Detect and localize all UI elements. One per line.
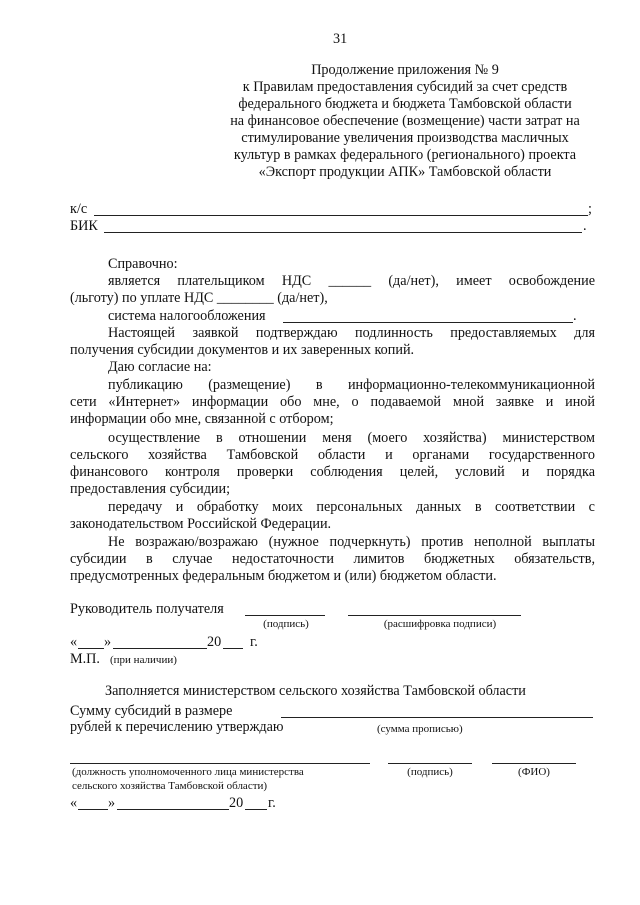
confirm-line-2: получения субсидии документов и их заверенных копий. xyxy=(70,342,415,358)
ministry-section-title: Заполняется министерством сельского хозяйства Тамбовской области xyxy=(105,683,526,699)
decoding-caption: (расшифровка подписи) xyxy=(383,618,497,630)
sum-field-line[interactable] xyxy=(281,717,593,718)
date-year-prefix: 20 xyxy=(207,634,222,650)
reference-title: Справочно: xyxy=(108,256,178,272)
sum-caption: (сумма прописью) xyxy=(377,723,463,735)
ministry-date-close-quote: » xyxy=(108,795,116,811)
bik-field-line[interactable] xyxy=(104,232,582,233)
ministry-date-day-line[interactable] xyxy=(78,809,108,810)
vat-line-1: является плательщиком НДС ______ (да/нет), имеет освобождение xyxy=(108,273,595,289)
objection-line: субсидии в случае недостаточности лимитов бюджетных обязательств, xyxy=(70,551,595,567)
position-field-line[interactable] xyxy=(70,763,370,764)
appendix-header-line: федерального бюджета и бюджета Тамбовской области xyxy=(238,96,572,112)
ministry-signature-line[interactable] xyxy=(388,763,472,764)
position-caption-line: (должность уполномоченного лица министерства xyxy=(72,766,304,778)
ks-field-line[interactable] xyxy=(94,215,588,216)
tax-system-field-line[interactable] xyxy=(283,322,573,323)
consent-p3-line: законодательством Российской Федерации. xyxy=(70,516,332,532)
date-month-line[interactable] xyxy=(113,648,207,649)
confirm-line-1: Настоящей заявкой подтверждаю подлинность предоставляемых для xyxy=(108,325,595,341)
consent-p2-line: осуществление в отношении меня (моего хозяйства) министерством xyxy=(108,430,595,446)
vat-line-2: (льготу) по уплате НДС ________ (да/нет), xyxy=(70,290,328,306)
appendix-header-line: на финансовое обеспечение (возмещение) части затрат на xyxy=(230,113,580,129)
tax-system-end: . xyxy=(573,308,577,324)
ministry-signature-caption: (подпись) xyxy=(407,766,453,778)
consent-p2-line: предоставления субсидии; xyxy=(70,481,231,497)
fio-caption: (ФИО) xyxy=(518,766,550,778)
consent-p2-line: финансового контроля проверки соблюдения целей, условий и порядка xyxy=(70,464,595,480)
objection-line: предусмотренных федеральным бюджетом и (или) бюджетом области. xyxy=(70,568,497,584)
bik-end: . xyxy=(583,218,587,234)
ministry-date-year-suffix: г. xyxy=(268,795,276,811)
ministry-date-year-line[interactable] xyxy=(245,809,267,810)
signature-caption: (подпись) xyxy=(263,618,309,630)
stamp-note: (при наличии) xyxy=(110,654,177,666)
ks-end: ; xyxy=(588,201,592,217)
date-close-quote: » xyxy=(104,634,112,650)
consent-p1-line: публикацию (размещение) в информационно-телекоммуникационной xyxy=(108,377,595,393)
head-signature-line[interactable] xyxy=(245,615,325,616)
sum-label: Сумму субсидий в размере xyxy=(70,703,233,719)
date-open-quote: « xyxy=(70,634,78,650)
consent-p1-line: информации обо мне, связанной с отбором; xyxy=(70,411,334,427)
appendix-header xyxy=(195,62,615,181)
date-day-line[interactable] xyxy=(78,648,104,649)
date-year-line[interactable] xyxy=(223,648,243,649)
head-decoding-line[interactable] xyxy=(348,615,521,616)
consent-p2-line: сельского хозяйства Тамбовской области и органами государственного xyxy=(70,447,595,463)
tax-system-label: система налогообложения xyxy=(108,308,266,324)
position-caption-line: сельского хозяйства Тамбовской области) xyxy=(72,780,268,792)
appendix-header-line: стимулирование увеличения производства масличных xyxy=(241,130,569,146)
appendix-header-line: к Правилам предоставления субсидий за счет средств xyxy=(242,79,568,95)
consent-p3-line: передачу и обработку моих персональных данных в соответствии с xyxy=(108,499,595,515)
appendix-header-line: «Экспорт продукции АПК» Тамбовской области xyxy=(258,164,552,180)
consent-p1-line: сети «Интернет» информации обо мне, о подаваемой мной заявке и иной xyxy=(70,394,595,410)
ministry-date-month-line[interactable] xyxy=(117,809,229,810)
fio-field-line[interactable] xyxy=(492,763,576,764)
appendix-header-line: Продолжение приложения № 9 xyxy=(311,62,499,78)
head-label: Руководитель получателя xyxy=(70,601,224,617)
ministry-date-open-quote: « xyxy=(70,795,78,811)
rubles-label: рублей к перечислению утверждаю xyxy=(70,719,284,735)
bik-label: БИК xyxy=(70,218,98,234)
page-number: 31 xyxy=(333,31,348,47)
ks-label: к/с xyxy=(70,201,88,217)
date-year-suffix: г. xyxy=(250,634,258,650)
appendix-header-line: культур в рамках федерального (регионального) проекта xyxy=(233,147,577,163)
consent-title: Даю согласие на: xyxy=(108,359,212,375)
ministry-date-year-prefix: 20 xyxy=(229,795,244,811)
objection-line: Не возражаю/возражаю (нужное подчеркнуть) против неполной выплаты xyxy=(108,534,595,550)
stamp-label: М.П. xyxy=(70,651,100,667)
